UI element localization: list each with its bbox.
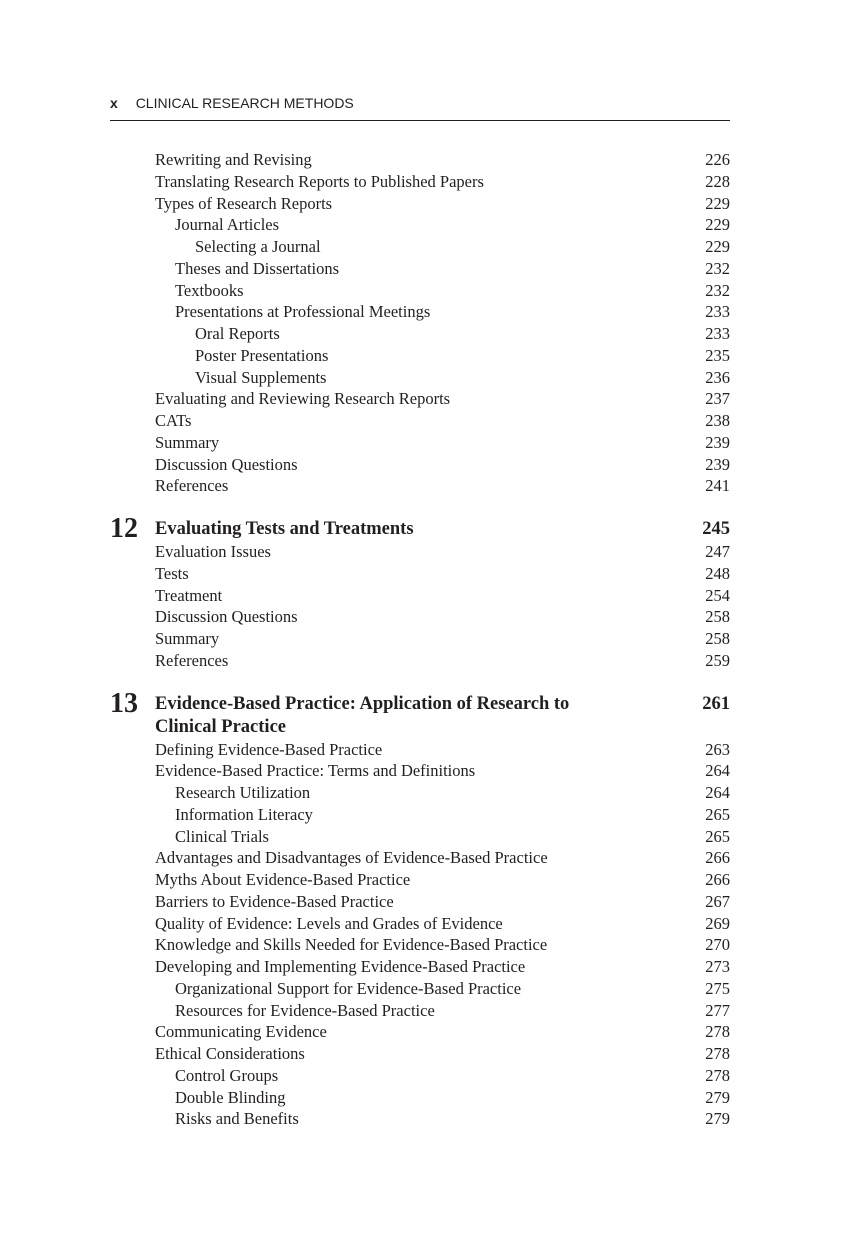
toc-entry-title: Research Utilization [175, 783, 311, 802]
toc-entry-title: Poster Presentations [195, 345, 329, 365]
toc-entry-title: Knowledge and Skills Needed for Evidence-Based Practice [155, 935, 548, 955]
toc-entry [110, 585, 730, 607]
toc-entry-page: 278 [705, 1065, 730, 1085]
toc-entry-page: 235 [705, 345, 730, 365]
toc-entry-title: Defining Evidence-Based Practice [155, 739, 383, 759]
toc-entry-title: Discussion Questions [155, 454, 298, 474]
toc-entry-page: 232 [705, 258, 730, 278]
toc-entry-title: Risks and Benefits [175, 1109, 299, 1129]
toc-entry [110, 650, 730, 672]
toc-entry [110, 454, 730, 476]
toc-entry-page: 247 [705, 542, 730, 561]
toc-entry-page: 259 [705, 650, 730, 670]
chapter-title: Evaluating Tests and Treatments [155, 519, 414, 539]
toc-entry-title: Advantages and Disadvantages of Evidence-Based Practice [155, 848, 548, 868]
toc-entry-title: References [155, 650, 229, 670]
toc-entry-title: Communicating Evidence [155, 1022, 327, 1042]
chapter-number: 12 [110, 513, 138, 544]
toc-entry-page: 278 [705, 1044, 730, 1063]
toc-entry [110, 367, 730, 389]
running-head [110, 95, 730, 121]
toc-entry-title: Evaluation Issues [155, 542, 271, 561]
toc-entry-page: 277 [705, 1000, 730, 1020]
toc-entry [110, 563, 730, 585]
toc-entry-page: 238 [705, 411, 730, 430]
toc-entry [110, 956, 730, 978]
chapter-heading [110, 513, 730, 544]
toc-entry-title: Rewriting and Revising [155, 150, 312, 169]
toc-entry-page: 258 [705, 607, 730, 627]
chapter-number: 13 [110, 687, 138, 719]
toc-entry-page: 278 [705, 1022, 730, 1042]
toc-entry [110, 628, 730, 650]
toc-entry [110, 606, 730, 628]
toc-entry-page: 233 [705, 302, 730, 322]
toc-entry [110, 1108, 730, 1130]
toc-entry [110, 388, 730, 410]
toc-entry [110, 913, 730, 935]
toc-entry-page: 237 [705, 389, 730, 409]
toc-entry-page: 269 [705, 913, 730, 933]
toc-entry-page: 270 [705, 935, 730, 955]
toc-entry-title: Summary [155, 432, 220, 452]
chapter-page: 245 [702, 519, 730, 539]
toc-entry-title: Selecting a Journal [195, 237, 321, 256]
toc-entry-title: References [155, 476, 229, 496]
toc-entry [110, 193, 730, 215]
toc-entry [110, 236, 730, 258]
toc-entry [110, 760, 730, 782]
toc-entry [110, 345, 730, 367]
toc-entry-title: Types of Research Reports [155, 193, 333, 213]
toc-entry-title: Presentations at Professional Meetings [175, 302, 431, 322]
toc-entry-title: Tests [155, 563, 189, 583]
toc-entry-page: 258 [705, 629, 730, 648]
toc-entry-title: Evidence-Based Practice: Terms and Definitions [155, 761, 476, 781]
toc-entry-page: 279 [705, 1109, 730, 1129]
toc-entry-page: 239 [705, 432, 730, 452]
toc-entry-page: 226 [705, 150, 730, 169]
toc-entry-page: 236 [705, 367, 730, 387]
toc-entry [110, 891, 730, 913]
toc-entry-page: 228 [705, 171, 730, 191]
toc-entry-page: 264 [705, 783, 730, 802]
toc-entry-page: 229 [705, 215, 730, 235]
toc-entry [110, 826, 730, 848]
toc-entry [110, 869, 730, 891]
chapter-heading [110, 687, 730, 739]
toc-entry-page: 264 [705, 761, 730, 781]
toc-entry-page: 239 [705, 454, 730, 474]
toc-entry-title: Textbooks [175, 280, 244, 300]
toc-entry-title: Evaluating and Reviewing Research Reports [155, 389, 451, 409]
toc-entry-page: 273 [705, 957, 730, 976]
toc-entry-page: 265 [705, 826, 730, 846]
chapter-block [110, 687, 730, 1131]
toc-entry [110, 475, 730, 497]
toc-entry [110, 1043, 730, 1065]
toc-entry [110, 739, 730, 761]
toc-entry [110, 214, 730, 236]
toc-entry [110, 301, 730, 323]
toc-entry [110, 934, 730, 956]
toc-entry-page: 275 [705, 978, 730, 998]
toc-entry-title: Theses and Dissertations [175, 258, 340, 278]
toc-entry [110, 541, 730, 563]
toc-entry-title: Translating Research Reports to Published Papers [155, 171, 484, 191]
toc-entry-title: Control Groups [175, 1065, 279, 1085]
toc-entry-title: CATs [155, 411, 192, 430]
toc-entry [110, 1065, 730, 1087]
toc-entry-page: 265 [705, 804, 730, 824]
toc-entry-title: Resources for Evidence-Based Practice [175, 1000, 435, 1020]
toc-entry-title: Information Literacy [175, 804, 313, 824]
toc-entry-title: Barriers to Evidence-Based Practice [155, 891, 394, 911]
toc-entry-title: Myths About Evidence-Based Practice [155, 870, 411, 889]
toc-entry [110, 804, 730, 826]
toc-entry-title: Treatment [155, 585, 223, 605]
toc-entry-title: Journal Articles [175, 215, 280, 235]
toc-entry [110, 847, 730, 869]
toc-entry-title: Organizational Support for Evidence-Based Practice [175, 978, 522, 998]
toc-entry-title: Discussion Questions [155, 607, 298, 627]
toc-entry-page: 279 [705, 1087, 730, 1107]
toc-entry [110, 1000, 730, 1022]
toc-entry [110, 1021, 730, 1043]
toc-entry [110, 978, 730, 1000]
toc-entry-page: 229 [705, 237, 730, 256]
toc-entry-page: 233 [705, 324, 730, 343]
toc-entry-page: 248 [705, 563, 730, 583]
toc-entry-page: 266 [705, 848, 730, 868]
toc-entry [110, 432, 730, 454]
toc-entry [110, 782, 730, 804]
chapter-block [110, 513, 730, 672]
toc-entry-title: Oral Reports [195, 324, 280, 343]
toc-entry [110, 280, 730, 302]
toc-entry-title: Ethical Considerations [155, 1044, 305, 1063]
toc-entry [110, 171, 730, 193]
toc-entry-page: 241 [705, 476, 730, 496]
toc-entry-page: 266 [705, 870, 730, 889]
toc-entry [110, 258, 730, 280]
toc-entry-title: Quality of Evidence: Levels and Grades of Evidence [155, 913, 503, 933]
toc-entry-title: Clinical Trials [175, 826, 269, 846]
toc-entry-title: Summary [155, 629, 220, 648]
page-number: x [110, 95, 118, 111]
table-of-contents [110, 149, 730, 1130]
toc-entry [110, 323, 730, 345]
toc-entry-title: Developing and Implementing Evidence-Based Practice [155, 957, 526, 976]
toc-entry-page: 229 [705, 193, 730, 213]
toc-entry-title: Visual Supplements [195, 367, 327, 387]
toc-entry [110, 410, 730, 432]
toc-entry-title: Double Blinding [175, 1087, 286, 1107]
toc-entry-page: 232 [705, 280, 730, 300]
book-title: CLINICAL RESEARCH METHODS [135, 95, 354, 111]
toc-entry [110, 149, 730, 171]
chapter-title: Evidence-Based Practice: Application of Research to Clinical Practice [155, 693, 570, 737]
toc-entry-page: 267 [705, 891, 730, 911]
toc-entry-page: 254 [705, 585, 730, 605]
toc-entry [110, 1087, 730, 1109]
toc-entry-page: 263 [705, 739, 730, 759]
chapter-page: 261 [702, 693, 730, 714]
